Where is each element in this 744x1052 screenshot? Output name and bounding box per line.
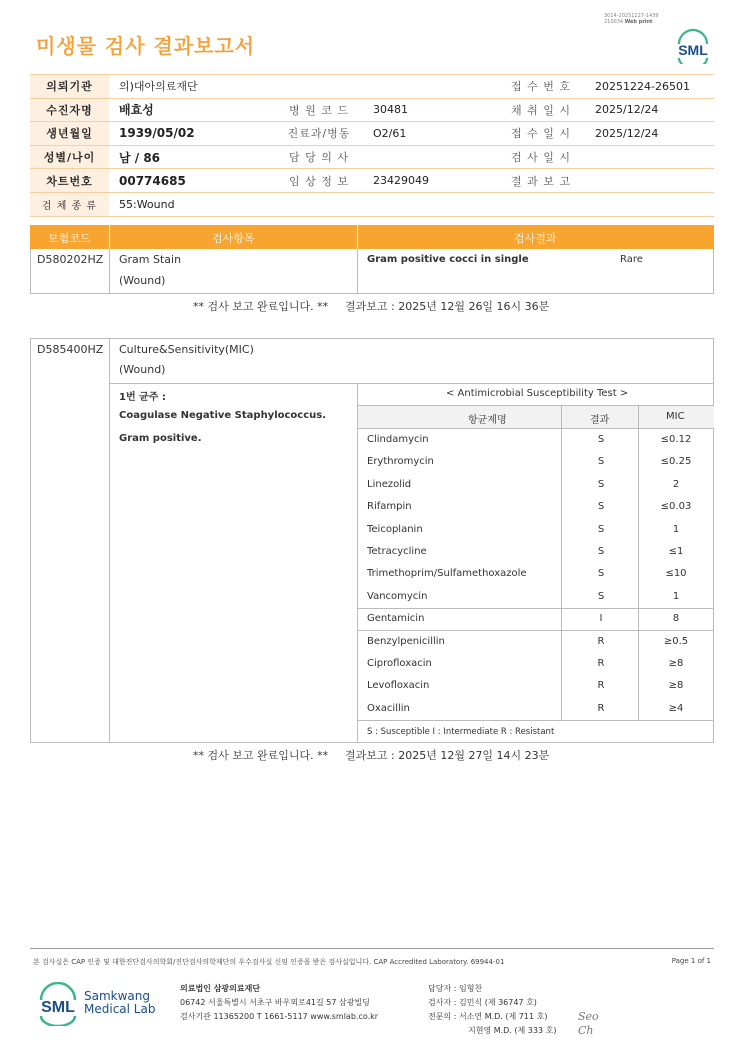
page-title: 미생물 검사 결과보고서 (36, 34, 256, 58)
print-id-line2: 210034 (604, 19, 624, 25)
staff-specialist-2: 지현영 M.D. (제 333 호) (468, 1026, 557, 1035)
print-id-line1: 3014-20251227-1439 (604, 13, 659, 19)
staff-specialist-1: 전문의 : 서소연 M.D. (제 711 호) (428, 1012, 548, 1021)
gram-result: Gram positive cocci in single (367, 254, 529, 265)
footer-notice: 본 검사실은 CAP 인증 및 대한진단검사의학회/진단검사의학재단의 우수검사실 신임 인증을 받은 검사실입니다. CAP Accredited Laboratory. 69944-01 (33, 958, 505, 966)
susceptibility-result: S (597, 478, 605, 490)
value-clinical: 23429049 (363, 169, 497, 193)
ast-header-row (358, 406, 714, 428)
susceptibility-result: I (599, 613, 603, 625)
antibiotic-name: Rifampin (367, 501, 412, 513)
gram-done-note: ** 검사 보고 완료입니다. ** (193, 300, 329, 313)
label-dept: 진료과/병동 (275, 122, 363, 146)
value-receipt-date: 2025/12/24 (585, 122, 714, 146)
mic-value: ≤1 (668, 546, 684, 557)
culture-item-sub: (Wound) (119, 363, 166, 376)
susceptibility-result: S (597, 546, 605, 557)
value-specimen: 55:Wound (109, 192, 714, 216)
mic-value: ≤0.12 (660, 434, 692, 445)
ast-row (358, 675, 714, 697)
ast-row (358, 496, 714, 518)
patient-info-table (30, 74, 714, 217)
signature-1: Seo (578, 1010, 599, 1023)
value-receipt-no: 20251224-26501 (585, 75, 714, 99)
ast-row (358, 608, 714, 630)
antibiotic-name: Vancomycin (367, 590, 428, 602)
print-id (604, 13, 659, 25)
antibiotic-name: Trimethoprim/Sulfamethoxazole (367, 568, 527, 580)
culture-code: D585400HZ (37, 343, 104, 356)
ast-row (358, 698, 714, 720)
value-collect-date: 2025/12/24 (585, 98, 714, 122)
gram-item-sub: (Wound) (119, 274, 166, 287)
header-item: 검사항목 (212, 232, 255, 245)
label-chart: 차트번호 (30, 169, 109, 193)
label-receipt-date: 접 수 일 시 (497, 122, 585, 146)
susceptibility-result: R (597, 635, 605, 647)
corp-address: 06742 서울특별시 서초구 바우뫼로41길 57 삼광빌딩 (180, 998, 370, 1007)
antibiotic-name: Teicoplanin (367, 523, 423, 535)
value-doctor (363, 145, 497, 169)
ast-row (358, 653, 714, 675)
result-header-bar (30, 225, 714, 249)
ast-col-antibiotic: 항균제명 (468, 415, 507, 426)
label-test-date: 검 사 일 시 (497, 145, 585, 169)
culture-item: Culture&Sensitivity(MIC) (119, 343, 254, 356)
antibiotic-name: Levofloxacin (367, 680, 430, 692)
ast-row (358, 631, 714, 653)
value-name: 배효성 (109, 98, 275, 122)
mic-value: ≥8 (668, 658, 684, 669)
value-birth: 1939/05/02 (109, 122, 275, 146)
corp-info (180, 982, 378, 1024)
antibiotic-name: Tetracycline (367, 546, 427, 557)
gram-report-time: 결과보고 : 2025년 12월 26일 16시 36분 (345, 300, 550, 313)
antibiotic-name: Ciprofloxacin (367, 658, 432, 669)
ast-legend: S : Susceptible I : Intermediate R : Resistant (367, 727, 555, 737)
corp-name: 의료법인 삼광의료재단 (180, 984, 261, 993)
label-institution: 의뢰기관 (30, 75, 109, 99)
antibiotic-name: Linezolid (367, 478, 412, 490)
susceptibility-result: S (597, 501, 605, 513)
gram-item: Gram Stain (119, 253, 182, 266)
label-clinical: 임 상 정 보 (275, 169, 363, 193)
value-report (585, 169, 714, 193)
label-hospital-code: 병 원 코 드 (275, 98, 363, 122)
antibiotic-name: Erythromycin (367, 456, 434, 468)
ast-row (358, 429, 714, 451)
organism-name: Coagulase Negative Staphylococcus. (119, 410, 327, 421)
signature-2: Ch (578, 1024, 594, 1037)
culture-done-note: ** 검사 보고 완료입니다. ** (193, 749, 329, 762)
ast-row (358, 563, 714, 585)
antibiotic-name: Clindamycin (367, 434, 429, 445)
corp-contact: 검사기관 11365200 T 1661-5117 www.smlab.co.kr (180, 1012, 379, 1021)
mic-value: 2 (672, 478, 680, 490)
company-logo (36, 982, 156, 1029)
value-institution: 의)대아의료재단 (109, 75, 497, 99)
value-chart: 00774685 (109, 169, 275, 193)
susceptibility-result: S (597, 590, 605, 602)
label-collect-date: 채 취 일 시 (497, 98, 585, 122)
logo-name-line1: Samkwang (84, 989, 150, 1003)
antibiotic-name: Gentamicin (367, 613, 425, 625)
label-specimen: 검 체 종 류 (30, 192, 109, 216)
susceptibility-result: R (597, 680, 605, 692)
value-sex-age: 남 / 86 (109, 145, 275, 169)
organism-gram: Gram positive. (119, 433, 202, 444)
susceptibility-result: S (597, 568, 605, 580)
sml-logo-text: SML (678, 42, 708, 58)
label-name: 수진자명 (30, 98, 109, 122)
label-receipt-no: 접 수 번 호 (497, 75, 585, 99)
page-number: Page 1 of 1 (671, 957, 711, 965)
value-test-date (585, 145, 714, 169)
header-code: 보험코드 (48, 232, 91, 245)
value-dept: O2/61 (363, 122, 497, 146)
ast-row (358, 586, 714, 608)
value-hospital-code: 30481 (363, 98, 497, 122)
sml-bottom-logo-icon (36, 982, 80, 1026)
mic-value: ≤0.03 (660, 501, 692, 513)
gram-quantity: Rare (620, 254, 643, 265)
ast-col-result: 결과 (590, 415, 610, 426)
sml-bottom-logo-text: SML (41, 999, 75, 1016)
staff-manager: 담당자 : 임형찬 (428, 984, 483, 993)
ast-row (358, 474, 714, 496)
susceptibility-result: S (597, 434, 605, 445)
antibiotic-name: Benzylpenicillin (367, 635, 445, 647)
label-birth: 생년월일 (30, 122, 109, 146)
label-report: 결 과 보 고 (497, 169, 585, 193)
staff-tester: 검사자 : 김민식 (제 36747 호) (428, 998, 537, 1007)
footer-divider (30, 948, 714, 949)
mic-value: 1 (672, 523, 680, 535)
header-result: 검사결과 (514, 232, 557, 245)
ast-row (358, 541, 714, 563)
susceptibility-result: R (597, 702, 605, 714)
label-doctor: 담 당 의 사 (275, 145, 363, 169)
susceptibility-result: S (597, 523, 605, 535)
ast-row (358, 519, 714, 541)
gram-code: D580202HZ (37, 253, 104, 266)
mic-value: ≥0.5 (663, 635, 689, 647)
mic-value: 8 (672, 613, 680, 625)
signature (578, 1010, 599, 1038)
susceptibility-result: S (597, 456, 605, 468)
susceptibility-result: R (597, 658, 605, 669)
logo-name-line2: Medical Lab (84, 1002, 156, 1016)
antibiotic-name: Oxacillin (367, 702, 410, 714)
mic-value: ≥4 (668, 702, 684, 714)
ast-title: < Antimicrobial Susceptibility Test > (446, 388, 629, 399)
mic-value: ≤10 (665, 568, 687, 580)
staff-info (428, 982, 556, 1038)
isolate-label: 1번 균주 : (119, 392, 166, 403)
ast-col-mic: MIC (666, 411, 685, 422)
mic-value: ≤0.25 (660, 456, 692, 468)
sml-logo-icon (673, 28, 713, 64)
mic-value: ≥8 (668, 680, 684, 692)
mic-value: 1 (672, 590, 680, 602)
ast-row (358, 451, 714, 473)
culture-report-time: 결과보고 : 2025년 12월 27일 14시 23분 (345, 749, 550, 762)
label-sex-age: 성별/나이 (30, 145, 109, 169)
web-print-label: Web print (624, 19, 653, 25)
